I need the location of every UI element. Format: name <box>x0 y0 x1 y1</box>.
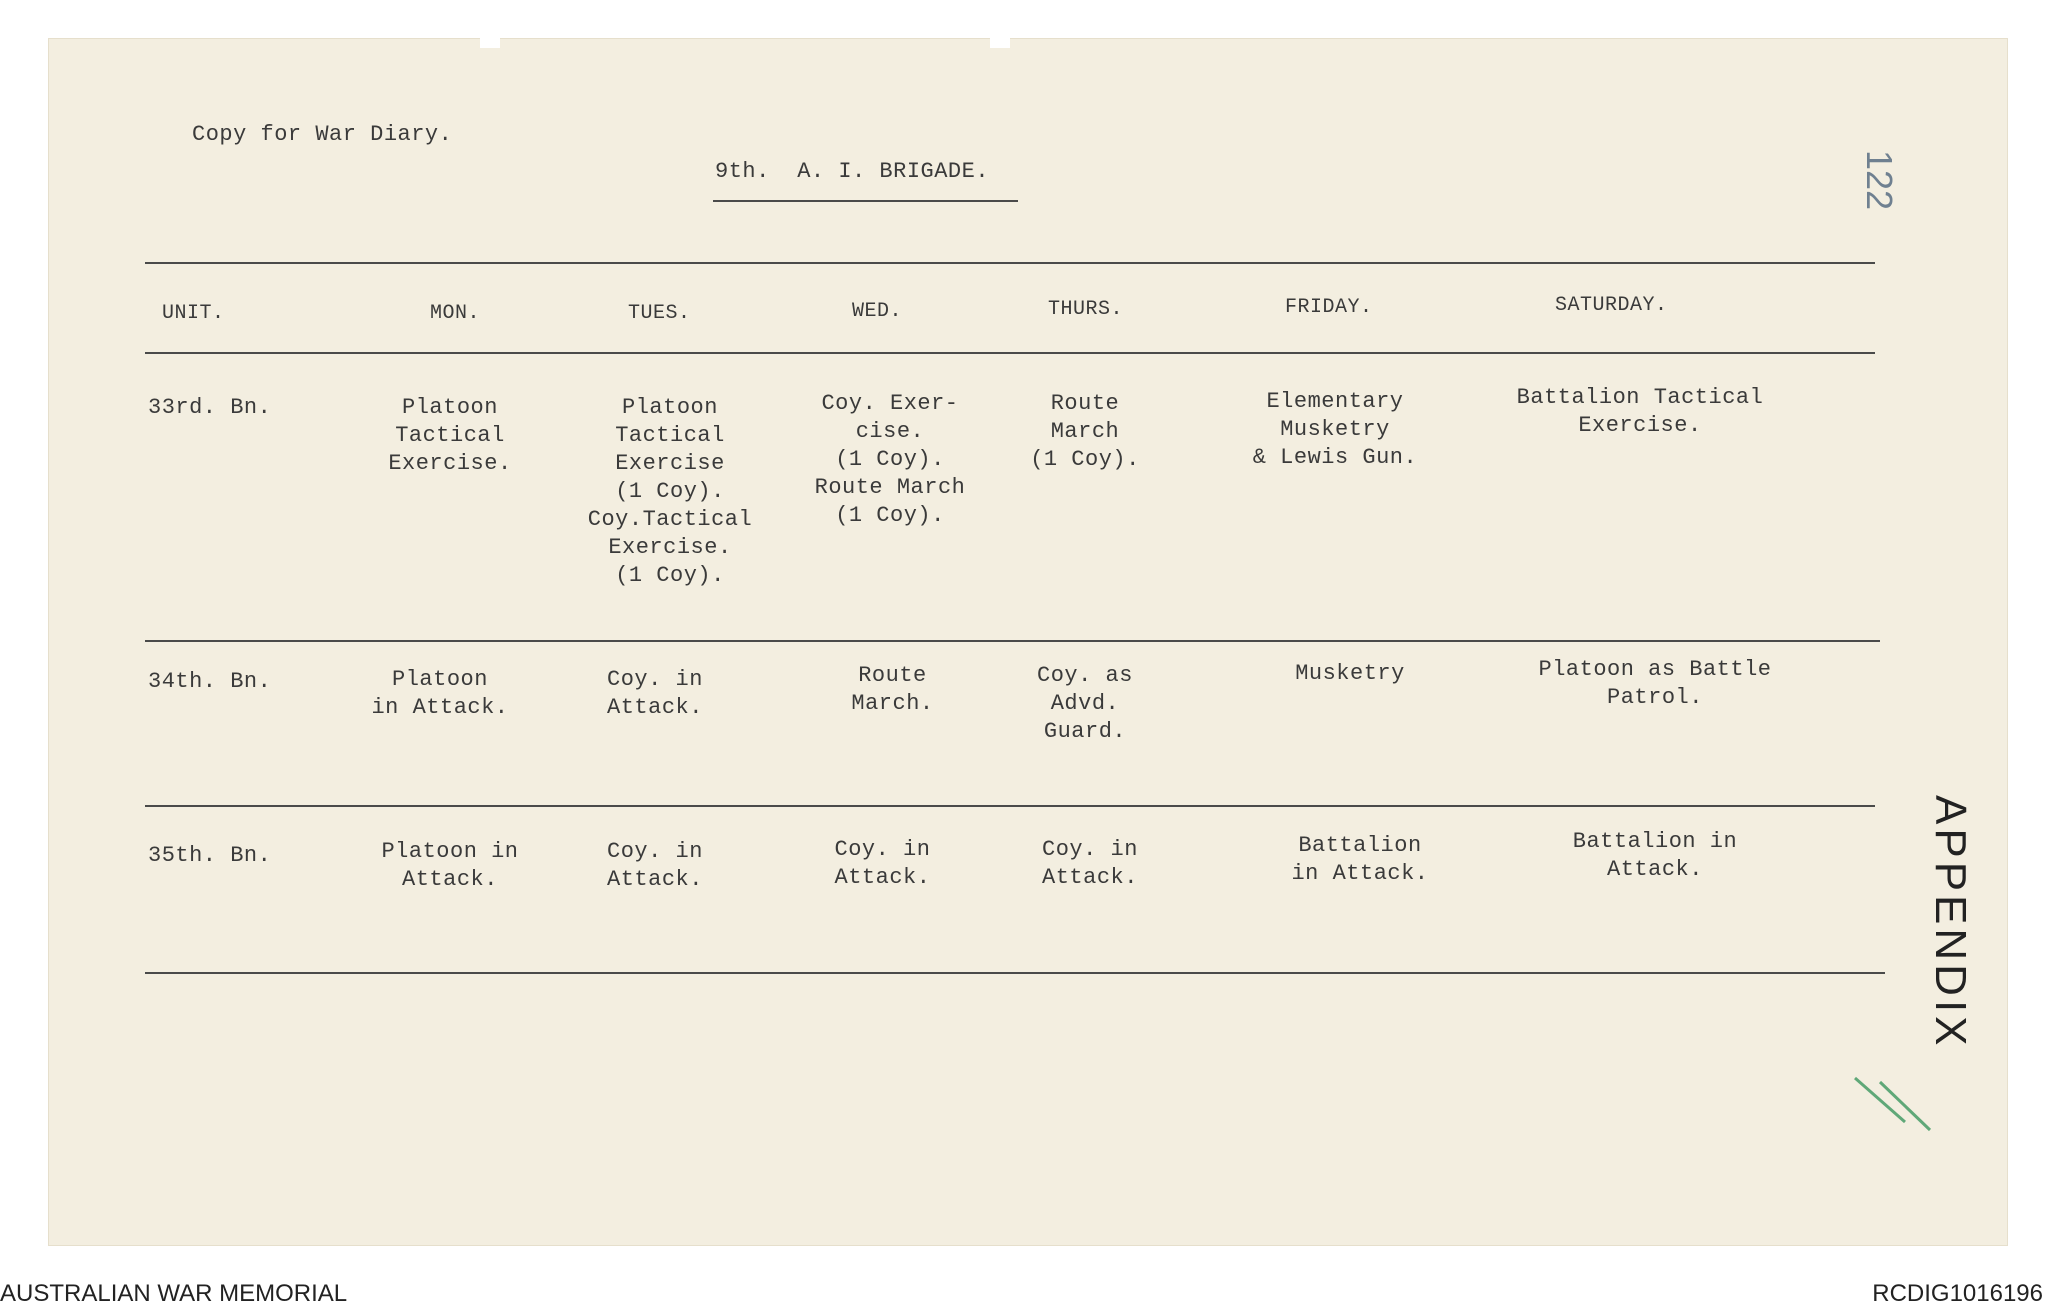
table-bottom-rule <box>145 972 1885 974</box>
paper-notch <box>990 38 1010 48</box>
table-cell: Platoon as Battle Patrol. <box>1538 657 1772 710</box>
page-number: 122 <box>1859 150 1900 211</box>
footer-source: AUSTRALIAN WAR MEMORIAL <box>0 1280 348 1307</box>
unit-label: 35th. Bn. <box>148 843 272 868</box>
header-tues: TUES. <box>628 302 691 325</box>
header-thurs: THURS. <box>1048 298 1124 321</box>
header-rule <box>145 352 1875 354</box>
table-cell: Coy. in Attack. <box>834 837 931 890</box>
row-divider <box>145 640 1880 642</box>
header-friday: FRIDAY. <box>1285 296 1373 319</box>
table-cell: Platoon Tactical Exercise. <box>388 395 512 476</box>
table-cell: Battalion Tactical Exercise. <box>1516 385 1764 438</box>
appendix-stamp: APPENDIX <box>1926 795 1975 1050</box>
table-cell: Coy. as Advd. Guard. <box>1037 663 1133 744</box>
document-title: 9th. A. I. BRIGADE. <box>715 159 990 184</box>
document-paper <box>48 38 2008 1246</box>
paper-notch <box>480 38 500 48</box>
table-cell: Platoon in Attack. <box>371 667 509 720</box>
table-cell: Coy. in Attack. <box>1042 837 1138 890</box>
table-cell: Platoon Tactical Exercise (1 Coy). Coy.Tactical Exercise. (1 Coy). <box>587 395 753 588</box>
table-cell: Battalion in Attack. <box>1572 829 1738 882</box>
header-mon: MON. <box>430 302 481 325</box>
table-cell: Route March (1 Coy). <box>1030 391 1140 472</box>
table-cell: Musketry <box>1295 661 1405 686</box>
copy-note: Copy for War Diary. <box>192 122 453 147</box>
table-cell: Battalion in Attack. <box>1291 833 1429 886</box>
header-wed: WED. <box>852 300 903 323</box>
footer-id: RCDIG1016196 <box>1872 1280 2043 1307</box>
unit-label: 34th. Bn. <box>148 669 272 694</box>
green-pencil-mark <box>1850 1070 1950 1140</box>
unit-label: 33rd. Bn. <box>148 395 272 420</box>
table-top-rule <box>145 262 1875 264</box>
table-cell: Coy. in Attack. <box>607 839 703 892</box>
table-cell: Platoon in Attack. <box>381 839 519 892</box>
header-unit: UNIT. <box>162 302 225 325</box>
table-cell: Coy. in Attack. <box>607 667 703 720</box>
table-cell: Elementary Musketry & Lewis Gun. <box>1252 389 1418 470</box>
row-divider <box>145 805 1875 807</box>
header-saturday: SATURDAY. <box>1555 294 1668 317</box>
title-underline <box>713 200 1018 202</box>
table-cell: Route March. <box>851 663 934 716</box>
table-cell: Coy. Exer- cise. (1 Coy). Route March (1 Coy). <box>814 391 966 528</box>
